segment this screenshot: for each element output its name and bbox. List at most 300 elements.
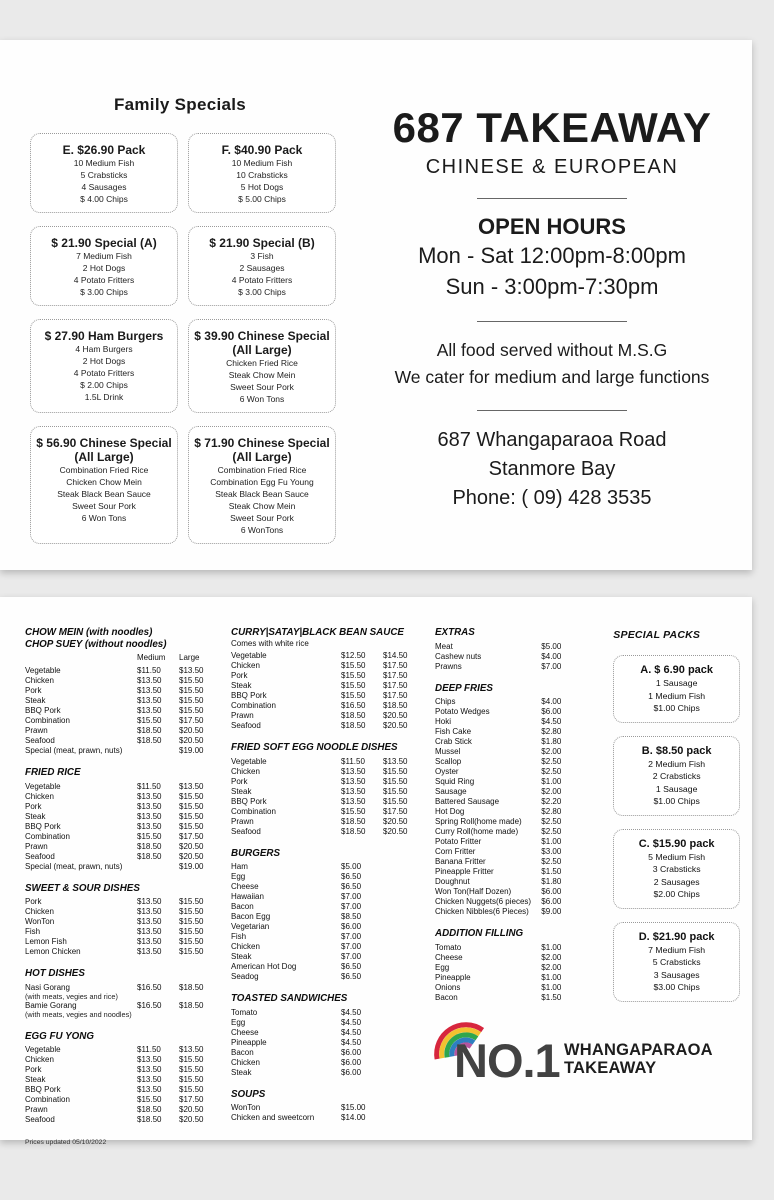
menu-item-name: Egg xyxy=(435,962,450,972)
no1-takeaway-logo xyxy=(432,1009,732,1104)
menu-item xyxy=(435,857,603,867)
menu-item-name: Cheese xyxy=(435,952,463,962)
section-title: ADDITION FILLING xyxy=(435,928,524,939)
menu-item-price: $15.50 xyxy=(341,681,366,690)
menu-item xyxy=(435,652,603,662)
menu-item-price: $17.50 xyxy=(383,661,408,670)
menu-item-name: Seadog xyxy=(231,972,259,981)
menu-item xyxy=(435,827,603,837)
menu-item-name: Potato Fritter xyxy=(435,837,482,846)
family-special-box-line: Steak Chow Mein xyxy=(228,370,296,380)
section-title: SWEET & SOUR DISHES xyxy=(25,882,140,894)
menu-item xyxy=(435,767,603,777)
menu-item xyxy=(231,767,425,777)
family-special-box-subtitle: (All Large) xyxy=(74,450,134,464)
menu-item xyxy=(435,963,603,973)
section-title: CURRY|SATAY|BLACK BEAN SAUCE xyxy=(231,627,404,638)
menu-item xyxy=(25,802,221,812)
family-special-box-title: $ 21.90 Special (B) xyxy=(209,236,315,250)
menu-item-price: $7.00 xyxy=(341,902,362,911)
menu-item-name: Meat xyxy=(435,641,453,651)
menu-item-price: $2.50 xyxy=(541,827,562,836)
menu-item-price: $17.50 xyxy=(383,806,408,816)
address-suburb: Stanmore Bay xyxy=(488,458,616,480)
menu-item-price: $15.50 xyxy=(179,1085,204,1094)
special-pack-title: C. $15.90 pack xyxy=(638,837,715,850)
menu-item-price: $2.00 xyxy=(541,952,562,962)
section-title: CHOW MEIN (with noodles) xyxy=(25,627,153,638)
menu-item-price: $13.50 xyxy=(137,897,162,906)
menu-item-price: $13.50 xyxy=(137,821,162,831)
menu-item-name: Bacon Egg xyxy=(231,912,271,921)
menu-item-price: $6.50 xyxy=(341,882,362,891)
menu-item xyxy=(25,1075,221,1085)
family-special-box-line: 4 Ham Burgers xyxy=(75,344,133,354)
menu-item xyxy=(25,706,221,716)
menu-item-name: Chicken and sweetcorn xyxy=(231,1113,315,1122)
menu-item xyxy=(25,716,221,726)
family-special-box-line: Combination Fried Rice xyxy=(59,465,149,475)
special-packs-list xyxy=(613,655,740,1002)
menu-item-price: $4.50 xyxy=(341,1037,362,1047)
family-special-box-title: $ 71.90 Chinese Special xyxy=(194,436,330,450)
menu-section xyxy=(25,627,221,756)
menu-item xyxy=(25,666,221,676)
menu-item xyxy=(25,1001,221,1020)
family-special-box xyxy=(188,319,336,413)
menu-item xyxy=(25,1095,221,1105)
menu-item-price: $13.50 xyxy=(179,666,204,675)
menu-item-price: $13.50 xyxy=(137,1085,162,1094)
menu-item-price: $13.50 xyxy=(179,781,204,791)
menu-item xyxy=(25,897,221,907)
special-pack-line: $1.00 Chips xyxy=(653,703,700,713)
menu-item-name: Bamie Gorang xyxy=(25,1001,77,1010)
menu-item-price: $13.50 xyxy=(137,917,162,926)
family-special-box-line: Combination Fried Rice xyxy=(217,465,307,475)
menu-item-price: $20.50 xyxy=(179,736,204,745)
menu-item-price: $13.50 xyxy=(383,756,408,766)
menu-item-price: $20.50 xyxy=(383,721,408,730)
menu-section xyxy=(25,968,221,1020)
menu-item xyxy=(25,917,221,927)
menu-item xyxy=(25,792,221,802)
divider-line xyxy=(477,321,627,322)
menu-item-price: $2.00 xyxy=(541,962,562,972)
menu-item-price: $15.50 xyxy=(179,1055,204,1064)
logo-word-line1: WHANGAPARAOA xyxy=(564,1041,713,1059)
menu-item-price: $13.50 xyxy=(137,676,162,685)
family-special-box-line: 4 Potato Fritters xyxy=(73,275,135,285)
special-pack-title: B. $8.50 pack xyxy=(641,744,712,757)
menu-item-price: $6.50 xyxy=(341,972,362,981)
menu-item-price: $18.50 xyxy=(341,721,366,730)
menu-item-price: $18.50 xyxy=(383,701,408,710)
menu-item xyxy=(231,1028,425,1038)
menu-item-price: $6.00 xyxy=(341,922,362,931)
menu-item xyxy=(231,1018,425,1028)
menu-item xyxy=(435,983,603,993)
menu-item-price: $13.50 xyxy=(137,937,162,946)
menu-section xyxy=(231,848,425,983)
menu-item-price: $6.00 xyxy=(341,1047,362,1057)
menu-item-price: $15.50 xyxy=(179,676,204,685)
menu-item xyxy=(231,651,425,661)
menu-item-price: $13.50 xyxy=(179,1045,204,1054)
menu-item-name: Chicken xyxy=(25,907,54,916)
special-pack-line: 5 Medium Fish xyxy=(648,851,706,862)
menu-item-price: $18.50 xyxy=(137,841,162,851)
menu-item-price: $1.50 xyxy=(541,867,562,876)
family-special-box-line: 4 Sausages xyxy=(81,182,127,192)
menu-item-name: Pineapple xyxy=(435,972,471,982)
menu-item-name: Onions xyxy=(435,982,461,992)
top-card xyxy=(0,40,752,570)
menu-item xyxy=(25,1045,221,1055)
menu-item xyxy=(25,947,221,957)
menu-item-name: Chicken xyxy=(25,676,54,685)
family-special-box-title: $ 27.90 Ham Burgers xyxy=(44,329,164,343)
menu-item-price: $19.00 xyxy=(179,746,204,755)
menu-item-price: $18.50 xyxy=(341,816,366,826)
family-special-box-line: $ 5.00 Chips xyxy=(238,194,286,204)
special-pack-box xyxy=(613,922,740,1002)
family-special-box-line: 10 Medium Fish xyxy=(231,158,293,168)
menu-item-price: $1.00 xyxy=(541,777,562,786)
menu-item-name: Combination xyxy=(231,701,276,710)
family-special-box-title: E. $26.90 Pack xyxy=(62,143,146,157)
section-title: FRIED RICE xyxy=(25,767,81,778)
menu-item xyxy=(25,983,221,1002)
menu-item-name: Prawn xyxy=(25,841,48,851)
menu-item-name: Fish xyxy=(231,932,247,941)
menu-item-name: Seafood xyxy=(25,851,55,861)
menu-item-price: $9.00 xyxy=(541,907,562,916)
menu-item-price: $13.50 xyxy=(341,766,366,776)
menu-item xyxy=(25,832,221,842)
special-pack-line: 2 Crabsticks xyxy=(652,771,701,781)
menu-item-price: $4.50 xyxy=(341,1007,362,1017)
menu-item xyxy=(25,782,221,792)
menu-item xyxy=(25,676,221,686)
menu-card xyxy=(0,597,752,1146)
menu-item-name: Scallop xyxy=(435,757,462,766)
menu-item-price: $2.00 xyxy=(541,787,562,796)
menu-item-name: Chicken xyxy=(231,766,260,776)
menu-item-price: $6.00 xyxy=(541,897,562,906)
menu-item xyxy=(231,872,425,882)
menu-item xyxy=(231,922,425,932)
msg-note: All food served without M.S.G xyxy=(436,340,668,360)
menu-item xyxy=(231,691,425,701)
menu-item xyxy=(25,1115,221,1125)
menu-item-price: $6.00 xyxy=(341,1057,362,1067)
menu-item xyxy=(25,696,221,706)
special-packs-title: SPECIAL PACKS xyxy=(613,629,701,641)
menu-item-name: BBQ Pork xyxy=(25,1085,61,1094)
section-title: SOUPS xyxy=(231,1088,266,1100)
menu-item xyxy=(231,787,425,797)
menu-item-price: $7.00 xyxy=(341,942,362,951)
menu-item-price: $18.50 xyxy=(179,1001,204,1010)
menu-item xyxy=(435,777,603,787)
divider-line xyxy=(477,198,627,199)
special-pack-line: 3 Sausages xyxy=(653,969,700,980)
family-special-box-title: $ 39.90 Chinese Special xyxy=(194,329,330,343)
section-subtitle: Comes with white rice xyxy=(231,638,309,648)
prices-updated-note: Prices updated 05/10/2022 xyxy=(25,1139,107,1146)
family-special-box-line: 6 Won Tons xyxy=(239,394,285,404)
menu-item xyxy=(435,837,603,847)
menu-item-name: Seafood xyxy=(25,736,55,745)
menu-item-price: $17.50 xyxy=(383,691,408,700)
menu-item-price: $2.50 xyxy=(541,757,562,766)
menu-item-price: $15.50 xyxy=(341,806,366,816)
menu-item-price: $2.20 xyxy=(541,797,562,806)
menu-item-name: Vegetarian xyxy=(231,922,270,931)
menu-item-name: Vegetable xyxy=(25,666,61,675)
menu-item xyxy=(231,902,425,912)
phone-number: Phone: ( 09) 428 3535 xyxy=(452,487,652,509)
menu-item-price: $2.50 xyxy=(541,817,562,826)
menu-item-price: $4.50 xyxy=(341,1027,362,1037)
menu-item-name: Lemon Chicken xyxy=(25,947,81,956)
menu-item-name: Crab Stick xyxy=(435,737,472,746)
menu-section xyxy=(231,627,425,731)
menu-item xyxy=(435,797,603,807)
menu-item-price: $20.50 xyxy=(179,726,204,735)
menu-item-name: Mussel xyxy=(435,747,461,756)
special-pack-line: $3.00 Chips xyxy=(653,982,700,992)
menu-item-name: Steak xyxy=(231,952,252,961)
menu-section xyxy=(435,627,603,672)
menu-item xyxy=(435,727,603,737)
menu-item-price: $13.50 xyxy=(137,706,162,715)
restaurant-name: 687 TAKEAWAY xyxy=(392,104,712,151)
menu-item xyxy=(25,1065,221,1075)
section-title: CHOP SUEY (without noodles) xyxy=(25,638,167,650)
menu-item-price: $18.50 xyxy=(137,1105,162,1114)
menu-item xyxy=(435,747,603,757)
menu-item-price: $1.00 xyxy=(541,942,562,952)
menu-item-name: Pork xyxy=(25,897,42,906)
menu-item-price: $15.50 xyxy=(179,696,204,705)
menu-item xyxy=(231,757,425,767)
menu-item-name: Hoki xyxy=(435,717,452,726)
menu-item-price: $7.00 xyxy=(341,892,362,901)
menu-item-name: Cheese xyxy=(231,1027,259,1037)
menu-item xyxy=(231,827,425,837)
price-column-header: Medium xyxy=(137,653,166,662)
menu-item-price: $13.50 xyxy=(341,796,366,806)
menu-item xyxy=(435,993,603,1003)
menu-item-price: $15.50 xyxy=(341,661,366,670)
family-special-box-line: 10 Crabsticks xyxy=(236,170,288,180)
menu-item-name: Cheese xyxy=(231,882,259,891)
menu-item-name: Lemon Fish xyxy=(25,937,67,946)
menu-item xyxy=(435,787,603,797)
menu-item-name: Pork xyxy=(25,1065,42,1074)
menu-item-price: $13.50 xyxy=(137,1065,162,1074)
menu-item-price: $16.50 xyxy=(137,982,162,992)
section-title: EXTRAS xyxy=(435,627,475,638)
menu-item-price: $15.50 xyxy=(179,927,204,936)
logo-word-line2: TAKEAWAY xyxy=(564,1058,657,1077)
family-special-box-line: $ 3.00 Chips xyxy=(80,287,128,297)
menu-item xyxy=(25,812,221,822)
family-special-box xyxy=(30,319,178,413)
menu-section xyxy=(231,1089,425,1124)
menu-item xyxy=(231,972,425,982)
menu-item-name: WonTon xyxy=(25,917,55,926)
menu-item-name: Corn Fritter xyxy=(435,847,476,856)
family-special-box-subtitle: (All Large) xyxy=(232,343,292,357)
menu-item-name: Tomato xyxy=(231,1007,258,1017)
menu-item-price: $13.50 xyxy=(137,801,162,811)
menu-item-price: $13.50 xyxy=(137,696,162,705)
special-pack-line: 1 Sausage xyxy=(655,783,698,794)
menu-item-price: $13.50 xyxy=(137,811,162,821)
menu-item-price: $18.50 xyxy=(341,711,366,720)
menu-item xyxy=(231,817,425,827)
menu-column-1 xyxy=(25,627,221,1146)
menu-item-name: BBQ Pork xyxy=(231,691,267,700)
menu-item xyxy=(231,721,425,731)
family-special-box-line: Sweet Sour Pork xyxy=(230,382,294,392)
menu-item-price: $15.50 xyxy=(179,937,204,946)
menu-item xyxy=(435,877,603,887)
menu-item-name: Vegetable xyxy=(231,651,267,660)
menu-item-price: $4.00 xyxy=(541,651,562,661)
menu-item xyxy=(231,942,425,952)
special-pack-line: 1 Sausage xyxy=(655,678,698,688)
menu-item xyxy=(435,907,603,917)
menu-item-name: Steak xyxy=(231,1067,252,1077)
menu-item-price: $13.50 xyxy=(137,686,162,695)
family-special-box-line: Steak Black Bean Sauce xyxy=(57,489,151,499)
menu-item-price: $18.50 xyxy=(137,851,162,861)
menu-item-price: $4.50 xyxy=(341,1017,362,1027)
menu-item xyxy=(435,847,603,857)
menu-item xyxy=(435,897,603,907)
menu-item xyxy=(25,1105,221,1115)
menu-item xyxy=(435,943,603,953)
family-special-box xyxy=(188,226,336,306)
family-specials-title: Family Specials xyxy=(113,95,247,114)
menu-item xyxy=(231,1113,425,1123)
menu-item xyxy=(25,736,221,746)
menu-item-price: $15.50 xyxy=(179,791,204,801)
menu-item xyxy=(25,822,221,832)
menu-item-price: $15.50 xyxy=(383,766,408,776)
family-special-box-line: 5 Crabsticks xyxy=(80,170,128,180)
menu-item-name: Banana Fritter xyxy=(435,857,486,866)
family-special-box-line: 1.5L Drink xyxy=(84,392,124,402)
family-special-box-line: Steak Black Bean Sauce xyxy=(215,489,309,499)
menu-item xyxy=(25,852,221,862)
menu-item-price: $15.50 xyxy=(137,1095,162,1104)
family-specials-panel xyxy=(0,40,352,570)
menu-section xyxy=(25,767,221,872)
menu-item-price: $13.50 xyxy=(137,1055,162,1064)
menu-item-name: Special (meat, prawn, nuts) xyxy=(25,746,123,755)
menu-item-name: Squid Ring xyxy=(435,777,475,786)
menu-item-price: $15.50 xyxy=(179,811,204,821)
menu-item xyxy=(25,937,221,947)
menu-item xyxy=(435,973,603,983)
menu-item-price: $15.50 xyxy=(179,907,204,916)
menu-item xyxy=(435,867,603,877)
menu-item xyxy=(25,907,221,917)
family-special-box-line: Sweet Sour Pork xyxy=(72,501,136,511)
menu-item-price: $18.50 xyxy=(137,726,162,735)
family-special-box-line: Sweet Sour Pork xyxy=(230,513,294,523)
menu-section xyxy=(231,993,425,1078)
menu-item-price: $11.50 xyxy=(341,756,365,766)
menu-item-name: Hawaiian xyxy=(231,892,264,901)
menu-item-name: Egg xyxy=(231,1017,246,1027)
menu-item xyxy=(231,797,425,807)
menu-item-name: Potato Wedges xyxy=(435,707,490,716)
family-special-box-line: Chicken Chow Mein xyxy=(66,477,142,487)
menu-item-price: $15.50 xyxy=(179,801,204,811)
menu-item-name: Prawns xyxy=(435,661,462,671)
menu-item-name: Vegetable xyxy=(231,756,267,766)
menu-item-name: BBQ Pork xyxy=(25,821,61,831)
special-pack-box xyxy=(613,829,740,909)
menu-item xyxy=(25,746,221,756)
menu-item-price: $1.80 xyxy=(541,877,562,886)
menu-section xyxy=(231,742,425,837)
menu-item-name: Pork xyxy=(231,671,248,680)
menu-item xyxy=(231,807,425,817)
family-special-box xyxy=(188,426,336,544)
family-special-box-line: $ 3.00 Chips xyxy=(238,287,286,297)
menu-item-name: Hot Dog xyxy=(435,807,465,816)
special-pack-title: A. $ 6.90 pack xyxy=(640,664,714,676)
menu-item-name: Chicken xyxy=(231,1057,260,1067)
menu-item-price: $20.50 xyxy=(179,841,204,851)
menu-item xyxy=(435,662,603,672)
price-column-headers xyxy=(25,653,221,663)
menu-item-price: $15.50 xyxy=(341,671,366,680)
family-special-box-line: 4 Potato Fritters xyxy=(231,275,293,285)
special-pack-line: 7 Medium Fish xyxy=(648,944,706,955)
menu-item-name: Pork xyxy=(25,801,42,811)
family-special-box-line: 7 Medium Fish xyxy=(76,251,132,261)
open-hours-title: OPEN HOURS xyxy=(478,214,626,239)
menu-item-name: Chicken xyxy=(25,791,54,801)
menu-item-name: Nasi Gorang xyxy=(25,982,70,992)
menu-item-price: $15.50 xyxy=(179,1065,204,1074)
menu-item xyxy=(25,1055,221,1065)
section-title: FRIED SOFT EGG NOODLE DISHES xyxy=(231,742,398,753)
menu-item xyxy=(231,882,425,892)
menu-item-name: Steak xyxy=(25,696,46,705)
family-special-box-line: 2 Hot Dogs xyxy=(82,263,126,273)
menu-item-price: $17.50 xyxy=(179,716,204,725)
menu-item xyxy=(435,642,603,652)
family-special-box-line: Steak Chow Mein xyxy=(228,501,296,511)
family-special-box-line: 4 Potato Fritters xyxy=(73,368,135,378)
menu-item xyxy=(231,892,425,902)
menu-item-price: $6.00 xyxy=(541,707,562,716)
family-special-box xyxy=(30,133,178,213)
menu-item-price: $5.00 xyxy=(341,862,362,871)
menu-item-name: Fish Cake xyxy=(435,727,472,736)
menu-item xyxy=(231,671,425,681)
menu-item-price: $15.50 xyxy=(179,686,204,695)
